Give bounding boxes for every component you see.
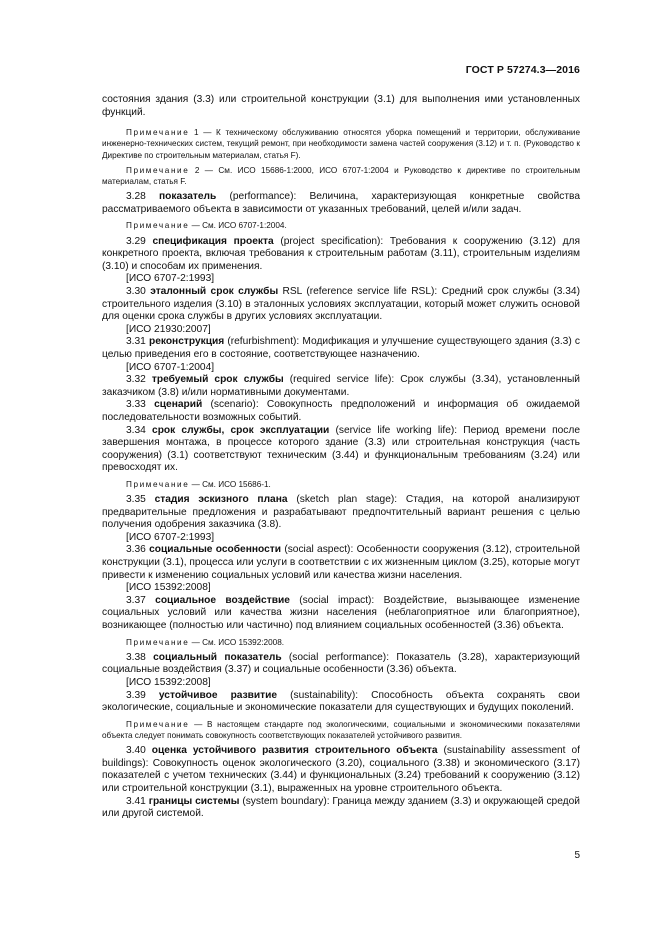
document-body <box>102 94 580 821</box>
term: сценарий <box>154 399 203 411</box>
page-number: 5 <box>574 850 580 861</box>
term-entry: 3.31 реконструкция (refurbishment): Модификация и улучшение существующего здания (3.3) с целью приведения его в состояние, соответствующее назначению. <box>102 336 580 360</box>
term-entry: 3.38 социальный показатель (social performance): Показатель (3.28), характеризующий социальные воздействия (3.37) и социальные особенности (3.36) объекта. <box>102 651 580 676</box>
term-entry: 3.34 срок службы, срок эксплуатации (service life working life): Период времени после завершения монтажа, в процессе которого здание (3.3) или строительная конструкция (часть сооружения) (3.1) соответствуют техническим (3.44) и функциональным требованиям (3.24) или превосходят их. <box>102 424 580 474</box>
term: требуемый срок службы <box>151 374 284 386</box>
document-id: ГОСТ Р 57274.3—2016 <box>465 64 580 76</box>
term: социальное воздействие <box>155 594 290 606</box>
note: Примечание 1 — К техническому обслуживанию относятся уборка помещений и территории, обслуживание инженерно-технических систем, текущий ремонт, при необходимости замена частей сооружения (3.12) и т. п. (Руководство к Директиве по строительным материалам, статья F). <box>102 128 580 160</box>
term-entry: 3.32 требуемый срок службы (required service life): Срок службы (3.34), установленный заказчиком (3.8) и/или нормативными документами. <box>102 374 580 398</box>
reference: [ИСО 15392:2008] <box>126 582 211 594</box>
term: показатель <box>159 191 217 203</box>
note: Примечание — См. ИСО 6707-1:2004. <box>126 221 287 231</box>
note: Примечание — В настоящем стандарте под экологическими, социальными и экономическими показателями объекта следует понимать совокупность соответствующих показателей устойчивого развития. <box>102 719 580 740</box>
term: эталонный срок службы <box>150 285 279 297</box>
term-entry: 3.35 стадия эскизного плана (sketch plan stage): Стадия, на которой анализируют предварительные предложения и разрабатывают предпочтительный вариант решения с целью получения одобрения заказчика (3.8). <box>102 494 580 531</box>
term-entry: 3.36 социальные особенности (social aspect): Особенности сооружения (3.12), строительной конструкции (3.1), процесса или услуги в соответствии с их жизненным циклом (3.25), которые могут привести к изменению социальных условий или качества жизни населения. <box>102 544 580 581</box>
term: реконструкция <box>148 336 225 348</box>
reference: [ИСО 6707-2:1993] <box>126 273 215 285</box>
term-entry: 3.41 границы системы (system boundary): Граница между зданием (3.3) и окружающей средой или другой системой. <box>102 795 580 820</box>
paragraph: состояния здания (3.3) или строительной конструкции (3.1) для выполнения ими установленных функций. <box>102 94 580 118</box>
term-entry: 3.29 спецификация проекта (project specification): Требования к сооружению (3.12) для конкретного проекта, включая требования к строительным работам (3.11), строительным изделиям (3.10) и способам их применения. <box>102 235 580 272</box>
note: Примечание — См. ИСО 15392:2008. <box>126 637 285 647</box>
term-entry: 3.40 оценка устойчивого развития строительного объекта (sustainability assessment of buildings): Совокупность оценок экологического (3.20), социального (3.38) и экономического (3.17) показателей с учетом технических (3.44) и функциональных (3.24) требований к сооружению (3.12) или строительной конструкции (3.1), выраженных на уровне строительного объекта. <box>102 745 580 794</box>
term-entry: 3.37 социальное воздействие (social impact): Воздействие, вызывающее изменение социальных условий или качества жизни населения (неблагоприятное или благоприятное), возникающее (полностью или частично) под влиянием социальных особенностей (3.36) объекта. <box>102 594 580 632</box>
term: социальные особенности <box>149 544 282 556</box>
term-entry: 3.28 показатель (performance): Величина, характеризующая конкретные свойства рассматриваемого объекта в зависимости от указанных требований, целей и/или задач. <box>102 191 580 215</box>
term: стадия эскизного плана <box>154 494 288 506</box>
term-entry: 3.39 устойчивое развитие (sustainability): Способность объекта сохранять свои экологические, социальные и экономические показатели для существующих и будущих поколений. <box>102 689 580 714</box>
term: спецификация проекта <box>152 235 274 247</box>
reference: [ИСО 21930:2007] <box>126 323 211 335</box>
reference: [ИСО 15392:2008] <box>126 677 211 688</box>
term: оценка устойчивого развития строительного объекта <box>151 745 438 757</box>
reference: [ИСО 6707-1:2004] <box>126 361 215 373</box>
term: устойчивое развитие <box>158 689 278 701</box>
term-entry: 3.30 эталонный срок службы RSL (reference service life RSL): Средний срок службы (3.34) строительного изделия (3.10) в эталонных условиях эксплуатации, который может служить основой для оценки срока службы в других условиях эксплуатации. <box>102 285 580 323</box>
reference: [ИСО 6707-2:1993] <box>126 531 215 543</box>
term: срок службы, срок эксплуатации <box>152 424 330 436</box>
note: Примечание — См. ИСО 15686-1. <box>126 479 271 489</box>
note: Примечание 2 — См. ИСО 15686-1:2000, ИСО 6707-1:2004 и Руководство к директиве по строительным материалам, статья F. <box>102 165 580 186</box>
term-entry: 3.33 сценарий (scenario): Совокупность предположений и информация об ожидаемой последовательности возможных событий. <box>102 399 580 423</box>
term: границы системы <box>148 795 240 807</box>
term: социальный показатель <box>153 651 282 663</box>
